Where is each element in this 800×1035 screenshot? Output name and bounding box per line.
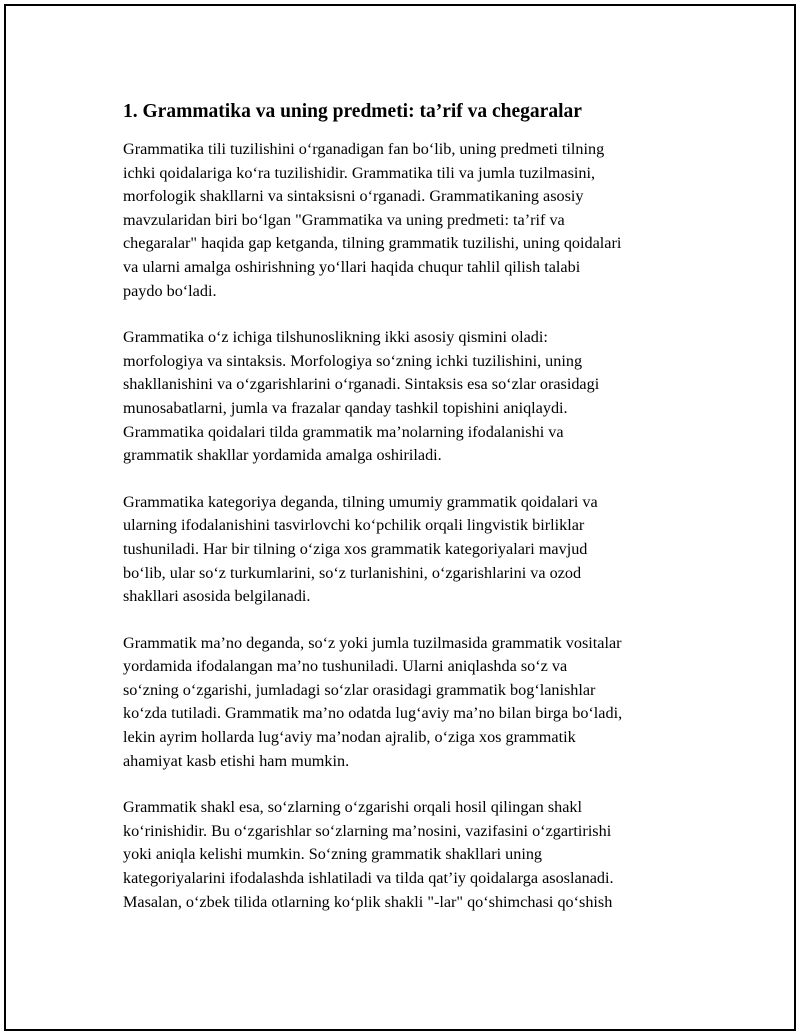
text-line: grammatik shakllar yordamida amalga oshiriladi. [123, 446, 442, 465]
text-line: va ularni amalga oshirishning yo‘llari haqida chuqur tahlil qilish talabi [123, 257, 581, 276]
paragraph-3 [123, 491, 700, 609]
text-line: ahamiyat kasb etishi ham mumkin. [123, 751, 350, 770]
text-line: so‘zning o‘zgarishi, jumladagi so‘zlar orasidagi grammatik bog‘lanishlar [123, 680, 596, 699]
text-line: chegaralar" haqida gap ketganda, tilning grammatik tuzilishi, uning qoidalari [123, 234, 622, 253]
text-line: mavzularidan biri bo‘lgan "Grammatika va uning predmeti: ta’rif va [123, 210, 565, 229]
text-line: munosabatlarni, jumla va frazalar qanday tashkil topishini aniqlaydi. [123, 398, 568, 417]
text-line: ko‘zda tutiladi. Grammatik ma’no odatda lug‘aviy ma’no bilan birga bo‘ladi, [123, 704, 623, 723]
paragraph-5 [123, 796, 700, 914]
text-line: Masalan, o‘zbek tilida otlarning ko‘plik shakli "-lar" qo‘shimchasi qo‘shish [123, 892, 613, 911]
text-line: Grammatika qoidalari tilda grammatik ma’nolarning ifodalanishi va [123, 422, 564, 441]
text-line: Grammatika kategoriya deganda, tilning umumiy grammatik qoidalari va [123, 492, 598, 511]
text-line: Grammatik ma’no deganda, so‘z yoki jumla tuzilmasida grammatik vositalar [123, 633, 622, 652]
paragraph-1 [123, 138, 700, 303]
text-line: lekin ayrim hollarda lug‘aviy ma’nodan ajralib, o‘ziga xos grammatik [123, 728, 576, 747]
text-line: yoki aniqla kelishi mumkin. So‘zning grammatik shakllari uning [123, 845, 543, 864]
text-line: kategoriyalarini ifodalashda ishlatiladi va tilda qat’iy qoidalarga asoslanadi. [123, 869, 614, 888]
text-line: ko‘rinishidir. Bu o‘zgarishlar so‘zlarning ma’nosini, vazifasini o‘zgartirishi [123, 821, 612, 840]
text-line: morfologiya va sintaksis. Morfologiya so‘zning ichki tuzilishini, uning [123, 351, 583, 370]
document-body [120, 98, 700, 937]
text-line: ularning ifodalanishini tasvirlovchi ko‘pchilik orqali lingvistik birliklar [123, 516, 585, 535]
text-line: shakllari asosida belgilanadi. [123, 587, 311, 606]
text-line: Grammatik shakl esa, so‘zlarning o‘zgarishi orqali hosil qilingan shakl [123, 798, 582, 817]
text-line: bo‘lib, ular so‘z turkumlarini, so‘z turlanishini, o‘zgarishlarini va ozod [123, 563, 582, 582]
text-line: morfologik shakllarni va sintaksisni o‘rganadi. Grammatikaning asosiy [123, 187, 584, 206]
document-page [4, 4, 796, 1031]
text-line: Grammatika o‘z ichiga tilshunoslikning ikki asosiy qismini oladi: [123, 328, 548, 347]
text-line: yordamida ifodalangan ma’no tushuniladi. Ularni aniqlashda so‘z va [123, 657, 568, 676]
text-line: tushuniladi. Har bir tilning o‘ziga xos grammatik kategoriyalari mavjud [123, 539, 588, 558]
text-line: paydo bo‘ladi. [123, 281, 217, 300]
text-line: ichki qoidalariga ko‘ra tuzilishidir. Grammatika tili va jumla tuzilmasini, [123, 163, 596, 182]
text-line: shakllanishini va o‘zgarishlarini o‘rganadi. Sintaksis esa so‘zlar orasidagi [123, 375, 600, 394]
text-line: Grammatika tili tuzilishini o‘rganadigan fan bo‘lib, uning predmeti tilning [123, 140, 605, 158]
paragraph-2 [123, 326, 700, 468]
section-heading: 1. Grammatika va uning predmeti: ta’rif va chegaralar [123, 101, 582, 122]
paragraph-4 [123, 632, 700, 774]
